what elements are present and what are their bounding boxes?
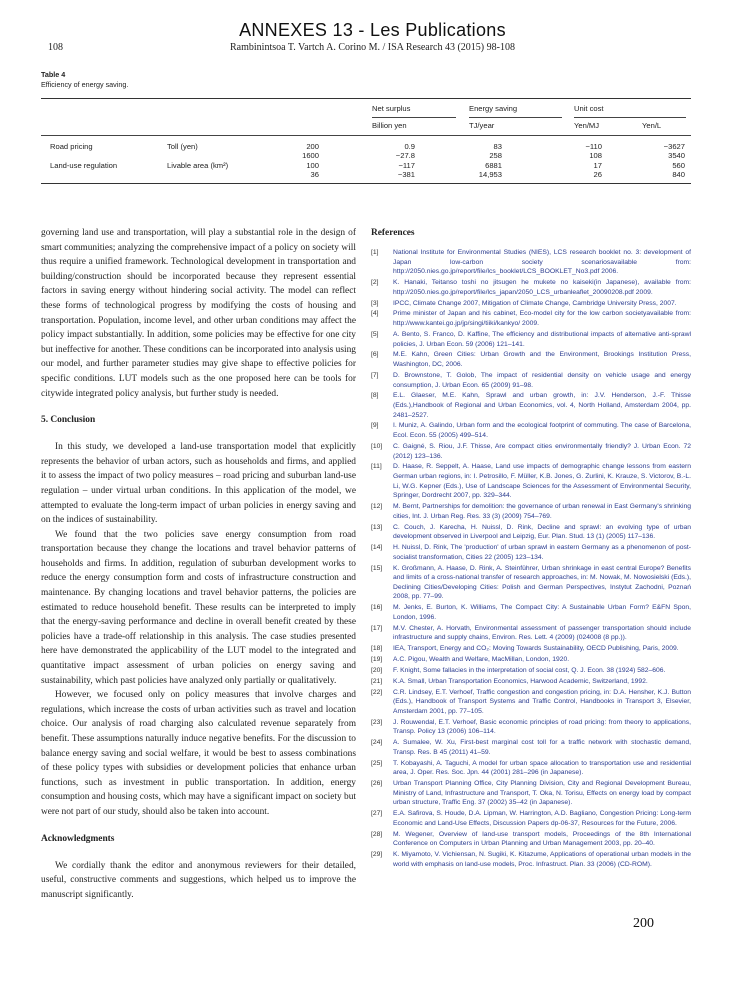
header-unit-cost: Unit cost	[574, 104, 604, 113]
reference-text: A. Bento, S. Franco, D. Kaffine, The efficiency and distributional impacts of alternative anti-sprawl policies, J. Urban Econ. 59 (2006) 121–141.	[393, 330, 691, 348]
table-cell-saving: 83	[493, 142, 502, 151]
table-cell-value: 36	[310, 170, 319, 179]
reference-number: [27]	[371, 810, 383, 818]
header-tj-year: TJ/year	[469, 121, 495, 130]
reference-text: M.E. Kahn, Green Cities: Urban Growth and the Environment, Brookings Institution Press, Washington, DC, 2006.	[393, 351, 691, 369]
reference-text: IPCC, Climate Change 2007, Mitigation of Climate Change, Cambridge University Press, 2007.	[393, 299, 677, 307]
reference-number: [3]	[371, 299, 379, 307]
reference-text: H. Nuissl, D. Rink, The 'production' of urban sprawl in eastern Germany as a phenomenon of post-socialist transformation, Cities 22 (2005) 123–134.	[393, 544, 691, 561]
rule-unit	[574, 117, 686, 118]
reference-item	[371, 666, 691, 676]
reference-item	[371, 462, 691, 500]
reference-text: K. Miyamoto, V. Vichiensan, N. Sugiki, K. Kitazume, Applications of operational urban models in the world with emphasis on land-use models, Proc. Infrastruct. Plan. 33 (2006) (CD-ROM).	[393, 851, 691, 868]
reference-item	[371, 655, 691, 665]
reference-item	[371, 309, 691, 328]
reference-number: [6]	[371, 351, 379, 359]
reference-number: [4]	[371, 310, 379, 318]
body-text-column	[41, 226, 356, 902]
table-cell-yen-l: 840	[672, 170, 685, 179]
reference-item	[371, 523, 691, 542]
reference-item	[371, 330, 691, 349]
header-rule	[41, 135, 691, 136]
reference-number: [11]	[371, 463, 382, 471]
reference-item	[371, 421, 691, 440]
reference-number: [10]	[371, 442, 383, 450]
page-number: 108	[48, 42, 63, 53]
reference-text: C. Couch, J. Karecha, H. Nuissl, D. Rink, Decline and sprawl: an evolving type of urban development observed in Liverpool and Leipzig, Eur. Plan. Stud. 13 (1) (2005) 117–136.	[393, 523, 691, 541]
reference-item	[371, 624, 691, 643]
reference-text: E.A. Safirova, S. Houde, D.A. Lipman, W. Harrington, A.D. Bagliano, Congestion Pricing: Long-term Economic and Land-Use Effects, Discussion Papers dp-06-37, Resources for the Future, 2006.	[393, 810, 691, 827]
reference-text: M. Bernt, Partnerships for demolition: the governance of urban renewal in East Germany's shrinking cities, Int. J. Urban Reg. Res. 33 (3) (2009) 754–769.	[393, 503, 691, 520]
reference-text: I. Muniz, A. Galindo, Urban form and the ecological footprint of commuting. The case of Barcelona, Ecol. Econ. 55 (2005) 499–514.	[393, 422, 691, 440]
table-cell-saving: 258	[489, 151, 502, 160]
reference-number: [23]	[371, 718, 383, 726]
reference-text: K. Hanaki, Teitanso toshi no jitsugen he mukete no kaiseki(in Japanese), available from: http://2050.nies.go.jp/report/file/lcs_japan/2050_LCS_urbanleaflet_20090208.pdf 2009.	[393, 279, 691, 296]
reference-text: C.R. Lindsey, E.T. Verhoef, Traffic congestion and congestion pricing, in: D.A. Hensher, K.J. Button (Eds.), Handbook of Transport Systems and Traffic Control, Handbooks in Transport 3, Elsevier, Amsterdam 2001, pp. 77–105.	[393, 688, 691, 715]
reference-number: [7]	[371, 371, 379, 379]
reference-number: [18]	[371, 645, 383, 653]
paragraph-acknowledgments: We cordially thank the editor and anonymous reviewers for their detailed, useful, constructive comments and suggestions, which helped us to improve the manuscript significantly.	[41, 860, 356, 900]
reference-item	[371, 248, 691, 277]
reference-number: [24]	[371, 739, 383, 747]
table-cell-yen-l: −3627	[663, 142, 685, 151]
reference-item	[371, 738, 691, 757]
reference-text: National Institute for Environmental Studies (NIES), LCS research booklet no. 3: development of Japan low-carbon society scenariosavailable from: http://2050.nies.go.jp/report/file/lcs_booklet/LCS_BOOKLET_No3.pdf 2006.	[393, 249, 691, 276]
reference-number: [1]	[371, 249, 379, 256]
table-cell-yen-l: 3540	[668, 151, 685, 160]
table-cell-param: Livable area (km²)	[167, 161, 229, 170]
reference-number: [22]	[371, 688, 383, 696]
reference-item	[371, 677, 691, 687]
paragraph-conclusion-1: In this study, we developed a land-use transportation model that explicitly represents the behavior of urban actors, such as households and firms, and applied it to assess the impact of two policy measures – road pricing and suburban land-use regulation – under virtual urban conditions. In this application of the model, we attempted to evaluate the long-term impact of urban policies in energy saving and on the indices of sustainability.	[41, 442, 356, 526]
reference-number: [16]	[371, 604, 383, 612]
reference-text: Prime minister of Japan and his cabinet, Eco-model city for the low carbon societyavailable from: http://www.kantei.go.jp/jp/singi/tiiki/kankyo/ 2009.	[393, 310, 691, 328]
table-cell-value: 100	[306, 161, 319, 170]
table-cell-yen-mj: 26	[593, 170, 602, 179]
reference-item	[371, 603, 691, 622]
running-head: Rambinintsoa T. Vartch A. Corino M. / ISA Research 43 (2015) 98-108	[230, 42, 515, 53]
reference-text: J. Rouwendal, E.T. Verhoef, Basic economic principles of road pricing: from theory to applications, Transp. Policy 13 (2006) 106–114.	[393, 718, 691, 736]
reference-item	[371, 644, 691, 654]
table-cell-yen-mj: −110	[585, 142, 602, 151]
reference-item	[371, 350, 691, 369]
reference-text: A.C. Pigou, Wealth and Welfare, MacMillan, London, 1920.	[393, 656, 570, 664]
paragraph-conclusion-2: We found that the two policies save energy consumption from road transportation because they change the locations and travel behavior patterns of households and firms. In addition, regulation of suburban development works to reduce the energy consumption form and costs of infrastructure construction and maintenance. By changing locations and travel behavior patterns, the policies are estimated to reduce household benefit. These results can be interpreted to imply that the energy-saving performance and decline in overall benefit created by these policies have a trade-off relationship in this analysis. The case studies presented here have demonstrated the applicability of the LUT model to the integrated and quantitative impact assessment of urban policies on energy saving and sustainability, which past policies have analyzed only partially or qualitatively.	[41, 529, 356, 686]
table-cell-value: 200	[306, 142, 319, 151]
table-cell-yen-l: 560	[672, 161, 685, 170]
reference-item	[371, 850, 691, 869]
reference-item	[371, 371, 691, 390]
table-caption: Efficiency of energy saving.	[41, 80, 129, 89]
reference-number: [2]	[371, 279, 379, 287]
reference-item	[371, 299, 691, 309]
reference-item	[371, 564, 691, 602]
reference-number: [20]	[371, 666, 383, 674]
table-4	[41, 70, 691, 184]
reference-number: [17]	[371, 624, 383, 632]
reference-text: C. Gaigné, S. Riou, J.F. Thisse, Are compact cities environmentally friendly? J. Urban Econ. 72 (2012) 123–136.	[393, 442, 691, 460]
reference-text: F. Knight, Some fallacies in the interpretation of social cost, Q. J. Econ. 38 (1924) 582–606.	[393, 666, 666, 674]
reference-number: [12]	[371, 503, 383, 511]
reference-text: M.V. Chester, A. Horvath, Environmental assessment of passenger transportation should include infrastructure and supply chains, Environ. Res. Lett. 4 (2009) (024008 (8 pp.)).	[393, 624, 691, 642]
rule-net	[372, 117, 456, 118]
reference-item	[371, 688, 691, 717]
reference-number: [28]	[371, 830, 383, 838]
energy-efficiency-table	[41, 98, 691, 184]
annex-title: ANNEXES 13 - Les Publications	[239, 20, 506, 40]
table-cell-param: Toll (yen)	[167, 142, 198, 151]
references-heading: References	[371, 228, 415, 238]
reference-number: [26]	[371, 780, 383, 788]
reference-item	[371, 830, 691, 849]
table-cell-net: 0.9	[404, 142, 415, 151]
reference-item	[371, 391, 691, 420]
table-cell-yen-mj: 108	[589, 151, 602, 160]
reference-item	[371, 759, 691, 778]
table-cell-saving: 6881	[485, 161, 502, 170]
reference-item	[371, 779, 691, 808]
reference-item	[371, 502, 691, 521]
reference-text: D. Brownstone, T. Golob, The impact of residential density on vehicle usage and energy consumption, J. Urban Econ. 65 (2009) 91–98.	[393, 371, 691, 389]
reference-number: [14]	[371, 544, 383, 552]
reference-list	[371, 248, 691, 870]
table-cell-net: −27.8	[395, 151, 415, 160]
table-cell-yen-mj: 17	[593, 161, 602, 170]
table-cell-saving: 14,953	[478, 170, 502, 179]
stamp-number: 200	[633, 916, 654, 931]
reference-number: [13]	[371, 523, 383, 531]
paragraph-policy-framework: governing land use and transportation, will play a substantial role in the design of smart communities; analyzing the comprehensive impact of a policy on society will thus require a unified framework. Technological development in transportation and building/construction should be incorporated because they represent essential factors in saving energy without hindering social activity. The model can reflect these forms of technological progress by modifying the costs of housing and transportation. Population, income level, and other urban conditions may affect the policy impact substantially. In addition, some policies may be effective for one city but ineffective for another. These conditions can be incorporated into analysis using our model, and further parameter studies may give shape to effective policies for specific conditions. LUT models such as the one proposed here can be tools for citywide integrated policy analysis, but further study is needed.	[41, 228, 356, 399]
reference-text: D. Haase, R. Seppelt, A. Haase, Land use impacts of demographic change lessons from eastern German urban regions, in: I. Petrosillo, F. Müller, K.B. Jones, G. Zurlini, K. Krauze, S. Victorov, B.-L. Li, W.G. Kepner (Eds.), Use of Landscape Sciences for the Assessment of Environmental Security, Springer, Dordrecht 2007, pp. 329–344.	[393, 463, 691, 500]
reference-text: Urban Transport Planning Office, City Planning Division, City and Regional Development Bureau, Ministry of Land, Infrastructure and Transport, T. Oka, N. Torisu, Effects on energy load by compact urban structure, Traffic Eng. 37 (2002) 35–42 (in Japanese).	[393, 780, 691, 807]
header-billion-yen: Billion yen	[372, 121, 407, 130]
table-cell-policy: Land-use regulation	[50, 161, 118, 170]
paragraph-conclusion-3: However, we focused only on policy measures that involve charges and regulations, which increase the costs of urban activities such as travel and location choice. Our analysis of road charging also calculated revenue separately from benefit. These assumptions naturally induce negative benefits. For the discussion to balance energy saving and social welfare, it would be best to assess combinations of these policy types with subsidies or development policies that enhance urban functions, such as investment in public transportation. In addition, energy consumption and housing costs, which may have a significant impact on society but were not part of our study, should also be taken into account.	[41, 690, 356, 817]
reference-text: K. Großmann, A. Haase, D. Rink, A. Steinführer, Urban shrinkage in east central Europe? Benefits and limits of a cross-national transfer of research approaches, in: M. Nowak, M. Nowosielski (Eds.), Declining Cities/Developing Cities: Polish and German Perspectives, Instytut Zachodni, Poznań 2008, pp. 77–99.	[393, 564, 691, 601]
table-cell-value: 1600	[302, 151, 319, 160]
reference-item	[371, 442, 691, 461]
reference-item	[371, 278, 691, 297]
table-label: Table 4	[41, 70, 66, 79]
reference-text: T. Kobayashi, A. Taguchi, A model for urban space allocation to transportation use and residential area, J. Oper. Res. Soc. Jpn. 44 (2001) 281–296 (in Japanese).	[393, 759, 691, 777]
reference-number: [8]	[371, 392, 379, 400]
table-cell-policy: Road pricing	[50, 142, 93, 151]
table-cell-net: −117	[398, 161, 415, 170]
reference-number: [15]	[371, 564, 383, 572]
reference-number: [29]	[371, 851, 383, 859]
section-heading-conclusion: 5. Conclusion	[41, 415, 96, 426]
reference-text: K.A. Small, Urban Transportation Economics, Harwood Academic, Switzerland, 1992.	[393, 677, 648, 685]
section-heading-acknowledgments: Acknowledgments	[41, 833, 115, 844]
reference-item	[371, 718, 691, 737]
reference-number: [25]	[371, 759, 383, 767]
reference-text: M. Wegener, Overview of land-use transport models, Proceedings of the 8th International Conference on Computers in Urban Planning and Urban Management 2003, pp. 20–40.	[393, 830, 691, 848]
reference-number: [5]	[371, 330, 379, 338]
reference-number: [21]	[371, 677, 383, 685]
reference-text: E.L. Glaeser, M.E. Kahn, Sprawl and urban growth, in: J.V. Henderson, J.-F. Thisse (Eds.),Handbook of Regional and Urban Economics, vol. 4, North Holland, Amsterdam 2004, pp. 2481–2527.	[393, 392, 691, 419]
table-cell-net: −381	[397, 170, 415, 179]
header-yen-l: Yen/L	[642, 121, 662, 130]
header-net-surplus: Net surplus	[372, 104, 411, 113]
reference-item	[371, 809, 691, 828]
reference-text: M. Jenks, E. Burton, K. Williams, The Compact City: A Sustainable Urban Form? E&FN Spon, London, 1996.	[393, 604, 691, 621]
header-energy-saving: Energy saving	[469, 104, 518, 113]
rule-saving	[469, 117, 562, 118]
references-column	[371, 226, 691, 871]
reference-text: IEA, Transport, Energy and CO₂: Moving Towards Sustainability, OECD Publishing, Paris, 2009.	[393, 645, 679, 653]
reference-item	[371, 543, 691, 562]
reference-number: [9]	[371, 422, 379, 430]
header-yen-mj: Yen/MJ	[574, 121, 600, 130]
reference-text: A. Sumalee, W. Xu, First-best marginal cost toll for a traffic network with stochastic demand, Transp. Res. B 45 (2011) 41–59.	[393, 739, 691, 756]
reference-number: [19]	[371, 656, 383, 664]
